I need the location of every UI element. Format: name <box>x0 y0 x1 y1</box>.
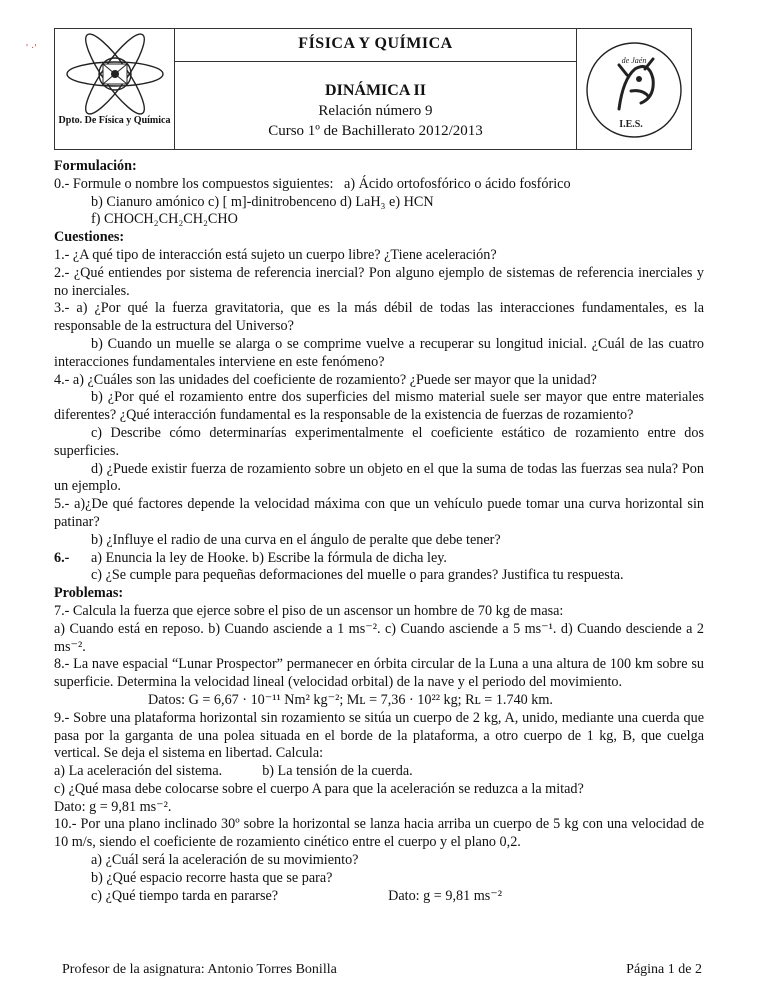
relation-number: Relación número 9 <box>318 103 433 119</box>
question-item: d) ¿Puede existir fuerza de rozamiento sobre un objeto en el que la suma de todas las fuerzas sea nula? Pon un ejemplo. <box>54 460 704 495</box>
document-body <box>54 158 704 905</box>
svg-text:de Jaén: de Jaén <box>621 56 647 65</box>
problem-item: a) Cuando está en reposo. b) Cuando asciende a 1 ms⁻². c) Cuando asciende a 5 ms⁻¹. d) Cuando desciende a 2 ms⁻². <box>54 620 704 655</box>
problem-part: b) La tensión de la cuerda. <box>262 763 413 780</box>
question-item: 5.- a)¿De qué factores depende la velocidad máxima con que un vehículo puede tomar una curva horizontal sin patinar? <box>54 496 704 530</box>
problem-data: Dato: g = 9,81 ms⁻². <box>54 798 172 815</box>
question-item: a) Enuncia la ley de Hooke. b) Escribe la fórmula de dicha ley. <box>91 549 447 566</box>
formulacion-line-a: 0.- Formule o nombre los compuestos siguientes: <box>54 175 334 192</box>
topic-title: DINÁMICA II <box>325 82 426 99</box>
question-item: 4.- a) ¿Cuáles son las unidades del coeficiente de rozamiento? ¿Puede ser mayor que la unidad? <box>54 371 597 388</box>
problem-item <box>54 763 704 781</box>
course-title: FÍSICA Y QUÍMICA <box>298 35 453 52</box>
problem-part: a) ¿Cuál será la aceleración de su movimiento? <box>91 852 359 869</box>
question-item: 2.- ¿Qué entiendes por sistema de referencia inercial? Pon alguno ejemplo de sistemas de referencia inerciales y no inerciales. <box>54 264 704 299</box>
question-item: 1.- ¿A qué tipo de interacción está sujeto un cuerpo libre? ¿Tiene aceleración? <box>54 246 497 263</box>
section-heading: Problemas: <box>54 585 124 602</box>
problem-item: c) ¿Qué masa debe colocarse sobre el cuerpo A para que la aceleración se reduzca a la mitad? <box>54 780 584 797</box>
problem-item: 9.- Sobre una plataforma horizontal sin rozamiento se sitúa un cuerpo de 2 kg, A, unido, mediante una cuerda que pasa por la garganta de una polea situada en el borde de la plataforma, a otro cuerpo de 1 kg, B, que cuelga vertical. Se deja el sistema en libertad. Calcula: <box>54 709 704 762</box>
problem-data: Dato: g = 9,81 ms⁻² <box>388 887 503 904</box>
question-item: b) ¿Influye el radio de una curva en el ángulo de peralte que debe tener? <box>91 531 501 548</box>
footer-page-number: Página 1 de 2 <box>626 962 702 977</box>
problem-part: b) ¿Qué espacio recorre hasta que se para? <box>91 869 333 886</box>
question-item: b) ¿Por qué el rozamiento entre dos superficies del mismo material suele ser mayor que entre materiales diferentes? ¿Qué interacción fundamental es la responsable de la existencia de fuerzas de rozamiento? <box>54 389 704 424</box>
course-year: Curso 1º de Bachillerato 2012/2013 <box>268 123 483 139</box>
problem-item: 8.- La nave espacial “Lunar Prospector” permanecer en órbita circular de la Luna a una altura de 100 km sobre su superficie. Determina la velocidad lineal (velocidad orbital) de la nave y el periodo del movimiento. <box>54 656 704 691</box>
formulacion-line: f) CHOCH₂CH₂CH₂CHO <box>91 211 238 228</box>
formulacion-line-b: a) Ácido ortofosfórico o ácido fosfórico <box>344 175 571 192</box>
section-heading: Cuestiones: <box>54 229 125 246</box>
formulacion-line <box>54 176 704 194</box>
atom-logo <box>63 33 167 115</box>
problem-item: 10.- Por una plano inclinado 30º sobre la horizontal se lanza hacia arriba un cuerpo de 5 kg con una velocidad de 10 m/s, siendo el coeficiente de rozamiento cinético entre el cuerpo y el plano 0,2. <box>54 816 704 851</box>
question-item: c) Describe cómo determinarías experimentalmente el coeficiente estático de rozamiento entre dos superficies. <box>54 424 704 459</box>
header-title-rule <box>174 61 577 62</box>
pen-mark: ' ·' <box>26 42 37 54</box>
problem-part-row <box>54 888 704 906</box>
footer-teacher: Profesor de la asignatura: Antonio Torres Bonilla <box>62 962 337 977</box>
question-item: b) Cuando un muelle se alarga o se comprime vuelve a recuperar su longitud inicial. ¿Cuál de las cuatro interacciones fundamentales interviene en este fenómeno? <box>54 335 704 370</box>
school-logo <box>583 39 685 141</box>
problem-part: c) ¿Qué tiempo tarda en pararse? <box>91 887 279 904</box>
department-name: Dpto. De Física y Química <box>58 115 171 126</box>
section-heading: Formulación: <box>54 158 137 174</box>
question-number: 6.- <box>54 549 70 566</box>
svg-text:I.E.S.: I.E.S. <box>619 119 643 130</box>
formulacion-line: b) Cianuro amónico c) [ m]-dinitrobenceno d) LaH₃ e) HCN <box>91 193 434 210</box>
problem-data: Datos: G = 6,67 · 10⁻¹¹ Nm² kg⁻²; Mʟ = 7,36 · 10²² kg; Rʟ = 1.740 km. <box>148 691 553 708</box>
question-item: 3.- a) ¿Por qué la fuerza gravitatoria, que es la más débil de todas las interacciones fundamentales, es la responsable de la estructura del Universo? <box>54 300 704 335</box>
problem-part: a) La aceleración del sistema. <box>54 763 223 780</box>
header-box <box>54 28 692 150</box>
question-item: c) ¿Se cumple para pequeñas deformaciones del muelle o para grandes? Justifica tu respuesta. <box>91 567 624 584</box>
problem-item: 7.- Calcula la fuerza que ejerce sobre el piso de un ascensor un hombre de 70 kg de masa: <box>54 602 564 619</box>
header-center <box>174 81 577 141</box>
question-6 <box>54 550 704 586</box>
